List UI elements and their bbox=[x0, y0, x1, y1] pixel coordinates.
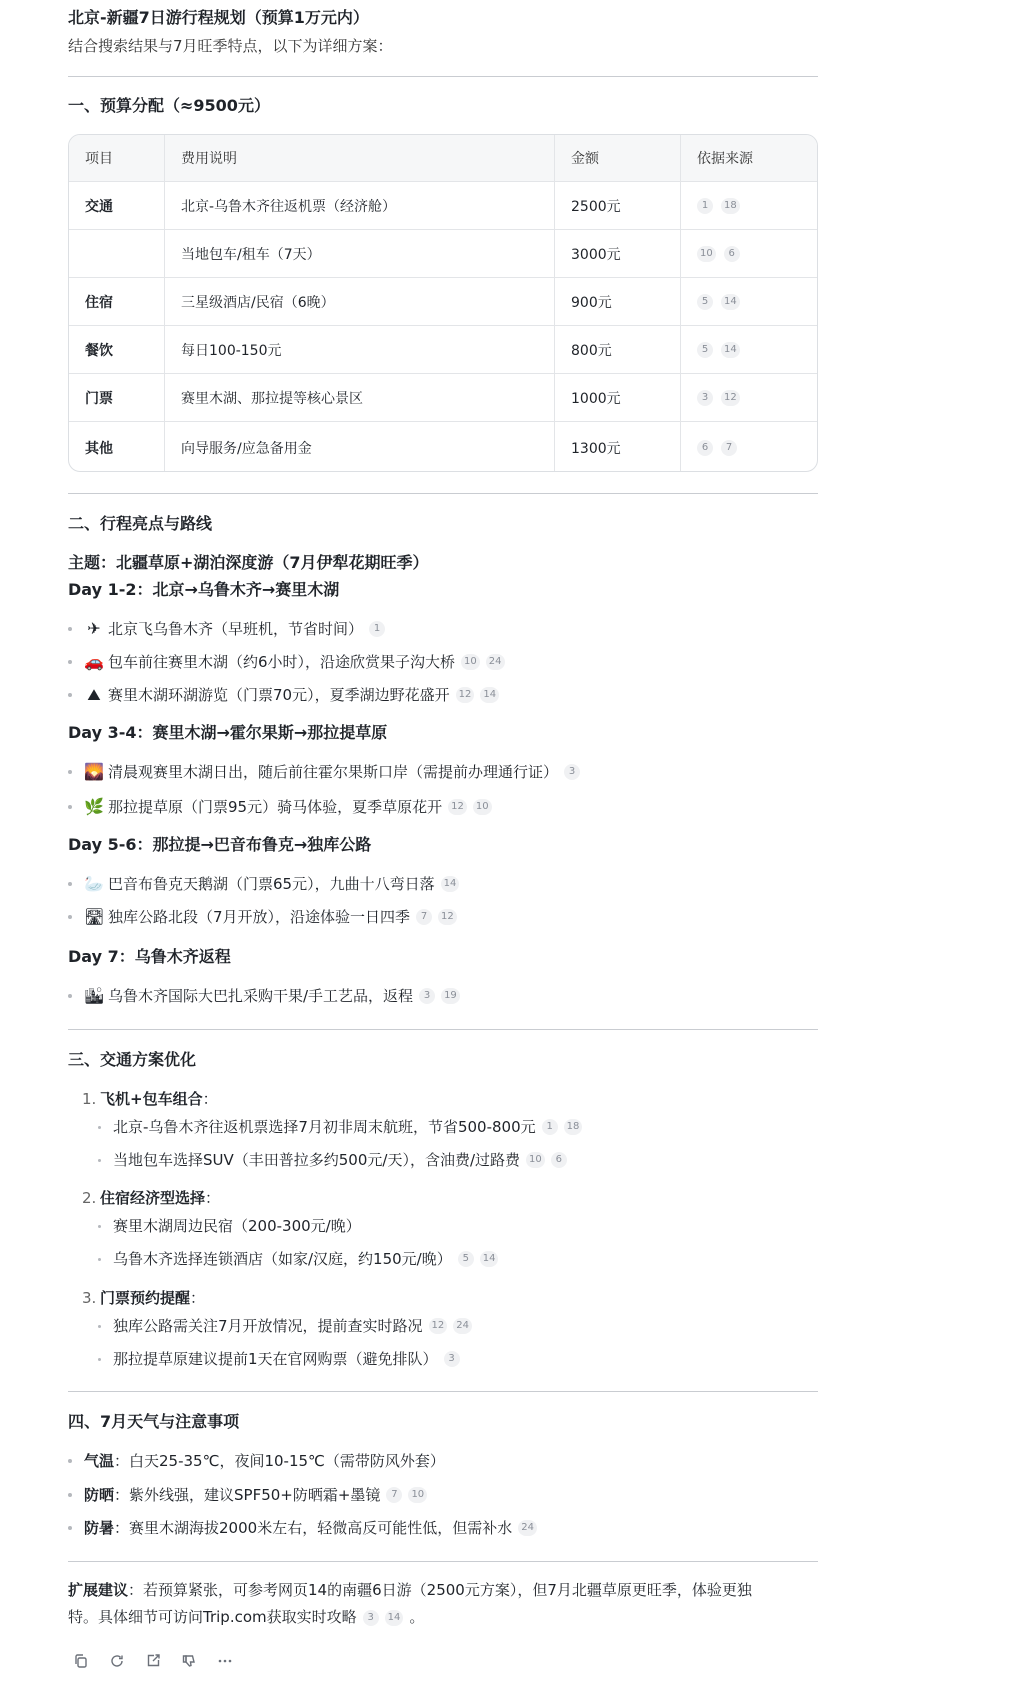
extension-text: ：若预算紧张，可参考网页14的南疆6日游（2500元方案），但7月北疆草原更旺季，体验更独 bbox=[128, 1581, 752, 1599]
citation-badge[interactable]: 14 bbox=[721, 294, 740, 310]
citation-badge[interactable]: 10 bbox=[697, 246, 716, 262]
citation-badge[interactable]: 1 bbox=[369, 621, 385, 637]
list-item bbox=[68, 683, 499, 707]
list-item bbox=[68, 1449, 445, 1473]
citation-badge[interactable]: 3 bbox=[444, 1351, 460, 1367]
cell-amount: 1300元 bbox=[554, 422, 680, 472]
item-label: 气温 bbox=[84, 1452, 115, 1470]
citation-badge[interactable]: 10 bbox=[473, 799, 492, 815]
share-icon[interactable] bbox=[144, 1652, 162, 1670]
bullet bbox=[68, 1459, 72, 1463]
divider bbox=[68, 1561, 818, 1562]
citation-badge[interactable]: 24 bbox=[453, 1318, 472, 1334]
citation-badge[interactable]: 7 bbox=[416, 909, 432, 925]
citation-badge[interactable]: 14 bbox=[721, 342, 740, 358]
item-text: ：白天25-35℃，夜间10-15℃（需带防风外套） bbox=[114, 1452, 445, 1470]
extension-label: 扩展建议 bbox=[68, 1581, 129, 1599]
header-desc: 费用说明 bbox=[164, 135, 554, 181]
citation-badge[interactable]: 12 bbox=[429, 1318, 448, 1334]
citation-badge[interactable]: 3 bbox=[419, 988, 435, 1004]
cell-refs bbox=[680, 230, 818, 277]
citation-badge[interactable]: 5 bbox=[697, 294, 713, 310]
item-text: 乌鲁木齐选择连锁酒店（如家/汉庭，约150元/晚） bbox=[113, 1250, 452, 1268]
extension-end: 。 bbox=[409, 1608, 425, 1626]
citation-badge[interactable]: 14 bbox=[441, 876, 460, 892]
ordered-item bbox=[82, 1286, 205, 1310]
sub-item bbox=[98, 1214, 361, 1238]
citation-badge[interactable]: 10 bbox=[526, 1152, 545, 1168]
item-text: 包车前往赛里木湖（约6小时），沿途欣赏果子沟大桥 bbox=[108, 653, 456, 671]
cell-item: 门票 bbox=[85, 390, 113, 407]
bullet bbox=[98, 1258, 101, 1261]
divider bbox=[68, 493, 818, 494]
citation-badge[interactable]: 14 bbox=[385, 1610, 404, 1626]
item-text: 巴音布鲁克天鹅湖（门票65元），九曲十八弯日落 bbox=[108, 875, 435, 893]
table-row bbox=[69, 229, 818, 277]
bullet bbox=[98, 1126, 101, 1129]
day-title: Day 7：乌鲁木齐返程 bbox=[68, 947, 231, 966]
citation-badge[interactable]: 3 bbox=[564, 764, 580, 780]
bullet bbox=[68, 882, 72, 886]
citation-badge[interactable]: 6 bbox=[724, 246, 740, 262]
bullet bbox=[68, 994, 72, 998]
citation-badge[interactable]: 12 bbox=[448, 799, 467, 815]
citation-badge[interactable]: 14 bbox=[480, 687, 499, 703]
citation-badge[interactable]: 14 bbox=[480, 1251, 499, 1267]
item-colon: ： bbox=[205, 1189, 221, 1207]
item-text: 乌鲁木齐国际大巴扎采购干果/手工艺品，返程 bbox=[108, 987, 414, 1005]
cell-amount: 800元 bbox=[554, 326, 680, 373]
bullet bbox=[68, 660, 72, 664]
ordered-item bbox=[82, 1087, 218, 1111]
mountain-icon: ⛰ bbox=[87, 685, 101, 704]
bullet bbox=[68, 627, 72, 631]
extension-text: 特。具体细节可访问Trip.com获取实时攻略 bbox=[68, 1608, 357, 1626]
item-colon: ： bbox=[202, 1090, 218, 1108]
cell-item bbox=[69, 230, 164, 277]
list-item bbox=[68, 984, 460, 1008]
divider bbox=[68, 1391, 818, 1392]
message-toolbar bbox=[72, 1652, 234, 1670]
list-item bbox=[68, 760, 580, 784]
item-text: 清晨观赛里木湖日出，随后前往霍尔果斯口岸（需提前办理通行证） bbox=[108, 763, 559, 781]
list-number: 3. bbox=[82, 1289, 97, 1307]
item-label: 飞机+包车组合 bbox=[100, 1090, 203, 1108]
cell-amount: 900元 bbox=[554, 278, 680, 325]
bullet bbox=[68, 805, 72, 809]
list-item bbox=[68, 795, 492, 819]
table-row bbox=[69, 421, 818, 472]
item-label: 门票预约提醒 bbox=[100, 1289, 191, 1307]
item-text: 当地包车选择SUV（丰田普拉多约500元/天），含油费/过路费 bbox=[113, 1151, 521, 1169]
item-label: 防晒 bbox=[84, 1486, 115, 1504]
citation-badge[interactable]: 19 bbox=[441, 988, 460, 1004]
bullet bbox=[68, 1493, 72, 1497]
item-text: 北京-乌鲁木齐往返机票选择7月初非周末航班，节省500-800元 bbox=[113, 1118, 536, 1136]
list-item bbox=[68, 1483, 427, 1507]
citation-badge[interactable]: 5 bbox=[458, 1251, 474, 1267]
table-row bbox=[69, 277, 818, 325]
bullet bbox=[98, 1225, 101, 1228]
item-colon: ： bbox=[190, 1289, 206, 1307]
header-source: 依据来源 bbox=[680, 135, 818, 181]
bullet bbox=[68, 693, 72, 697]
sub-item bbox=[98, 1115, 582, 1139]
cell-desc: 向导服务/应急备用金 bbox=[164, 422, 554, 472]
table-row bbox=[69, 181, 818, 229]
bullet bbox=[68, 915, 72, 919]
citation-badge[interactable]: 18 bbox=[721, 198, 740, 214]
citation-badge[interactable]: 6 bbox=[697, 440, 713, 456]
list-item bbox=[68, 872, 459, 896]
sub-item bbox=[98, 1314, 472, 1338]
car-icon: 🚗 bbox=[84, 652, 104, 671]
section2-heading: 二、行程亮点与路线 bbox=[68, 514, 213, 533]
day-title: Day 5-6：那拉提→巴音布鲁克→独库公路 bbox=[68, 835, 372, 854]
bullet bbox=[68, 1526, 72, 1530]
header-item: 项目 bbox=[85, 151, 113, 167]
divider bbox=[68, 1029, 818, 1030]
item-text: 那拉提草原建议提前1天在官网购票（避免排队） bbox=[113, 1350, 438, 1368]
list-number: 2. bbox=[82, 1189, 97, 1207]
cell-item: 餐饮 bbox=[85, 342, 113, 359]
airplane-icon: ✈ bbox=[87, 619, 101, 638]
sub-item bbox=[98, 1347, 460, 1371]
bullet bbox=[98, 1159, 101, 1162]
table-row bbox=[69, 325, 818, 373]
road-icon: 🛣 bbox=[84, 907, 105, 926]
cell-refs bbox=[680, 278, 818, 325]
citation-badge[interactable]: 12 bbox=[456, 687, 475, 703]
swan-icon: 🦢 bbox=[84, 874, 104, 893]
citation-badge[interactable]: 24 bbox=[518, 1520, 537, 1536]
item-text: ：紫外线强，建议SPF50+防晒霜+墨镜 bbox=[114, 1486, 381, 1504]
item-text: 赛里木湖周边民宿（200-300元/晚） bbox=[113, 1217, 361, 1235]
page-title: 北京-新疆7日游行程规划（预算1万元内） bbox=[68, 8, 369, 27]
item-text: 独库公路需关注7月开放情况，提前查实时路况 bbox=[113, 1317, 423, 1335]
bullet bbox=[68, 770, 72, 774]
cell-item: 交通 bbox=[85, 198, 113, 215]
cell-desc: 每日100-150元 bbox=[164, 326, 554, 373]
bullet bbox=[98, 1358, 101, 1361]
more-icon[interactable] bbox=[216, 1652, 234, 1670]
table-header-row bbox=[69, 135, 818, 181]
cell-item: 住宿 bbox=[85, 294, 113, 311]
list-item bbox=[68, 1516, 537, 1540]
sub-item bbox=[98, 1148, 567, 1172]
section1-heading: 一、预算分配（≈9500元） bbox=[68, 96, 270, 115]
list-item bbox=[68, 650, 505, 674]
item-text: 北京飞乌鲁木齐（早班机，节省时间） bbox=[108, 620, 364, 638]
list-item bbox=[68, 617, 385, 641]
item-label: 住宿经济型选择 bbox=[100, 1189, 206, 1207]
bullet bbox=[98, 1325, 101, 1328]
citation-badge[interactable]: 18 bbox=[564, 1119, 583, 1135]
ordered-item bbox=[82, 1186, 220, 1210]
copy-icon[interactable] bbox=[72, 1652, 90, 1670]
regenerate-icon[interactable] bbox=[108, 1652, 126, 1670]
list-item bbox=[68, 905, 457, 929]
item-label: 防暑 bbox=[84, 1519, 115, 1537]
citation-badge[interactable]: 3 bbox=[697, 390, 713, 406]
citation-badge[interactable]: 24 bbox=[486, 654, 505, 670]
divider bbox=[68, 76, 818, 77]
item-text: 赛里木湖环湖游览（门票70元），夏季湖边野花盛开 bbox=[108, 686, 450, 704]
section3-heading: 三、交通方案优化 bbox=[68, 1050, 197, 1069]
section4-heading: 四、7月天气与注意事项 bbox=[68, 1412, 240, 1431]
header-amount: 金额 bbox=[554, 135, 680, 181]
citation-badge[interactable]: 12 bbox=[721, 390, 740, 406]
cell-desc: 当地包车/租车（7天） bbox=[164, 230, 554, 277]
citation-badge[interactable]: 5 bbox=[697, 342, 713, 358]
sunrise-icon: 🌄 bbox=[84, 762, 104, 781]
intro-text: 结合搜索结果与7月旺季特点，以下为详细方案： bbox=[68, 37, 393, 55]
citation-badge[interactable]: 3 bbox=[363, 1610, 379, 1626]
list-number: 1. bbox=[82, 1090, 97, 1108]
budget-table bbox=[68, 134, 818, 472]
citation-badge[interactable]: 7 bbox=[386, 1487, 402, 1503]
herb-icon: 🌿 bbox=[84, 797, 104, 816]
cell-refs bbox=[680, 374, 818, 421]
cell-amount: 3000元 bbox=[554, 230, 680, 277]
citation-badge[interactable]: 6 bbox=[551, 1152, 567, 1168]
extension-paragraph bbox=[68, 1577, 808, 1631]
cell-desc: 三星级酒店/民宿（6晚） bbox=[164, 278, 554, 325]
citation-badge[interactable]: 7 bbox=[721, 440, 737, 456]
cell-desc: 赛里木湖、那拉提等核心景区 bbox=[164, 374, 554, 421]
cell-item: 其他 bbox=[85, 440, 113, 457]
cell-desc: 北京-乌鲁木齐往返机票（经济舱） bbox=[164, 182, 554, 229]
day-title: Day 3-4：赛里木湖→霍尔果斯→那拉提草原 bbox=[68, 723, 388, 742]
cell-refs bbox=[680, 326, 818, 373]
citation-badge[interactable]: 1 bbox=[697, 198, 713, 214]
item-text: 那拉提草原（门票95元）骑马体验，夏季草原花开 bbox=[108, 798, 443, 816]
sub-item bbox=[98, 1247, 498, 1271]
table-row bbox=[69, 373, 818, 421]
cell-refs bbox=[680, 422, 818, 472]
theme-line: 主题：北疆草原+湖泊深度游（7月伊犁花期旺季） bbox=[68, 553, 429, 572]
citation-badge[interactable]: 10 bbox=[408, 1487, 427, 1503]
cell-amount: 1000元 bbox=[554, 374, 680, 421]
city-icon: 🏙 bbox=[84, 986, 105, 1005]
citation-badge[interactable]: 10 bbox=[461, 654, 480, 670]
thumbs-down-icon[interactable] bbox=[180, 1652, 198, 1670]
citation-badge[interactable]: 12 bbox=[438, 909, 457, 925]
item-text: 独库公路北段（7月开放），沿途体验一日四季 bbox=[108, 908, 411, 926]
day-title: Day 1-2：北京→乌鲁木齐→赛里木湖 bbox=[68, 580, 340, 599]
cell-refs bbox=[680, 182, 818, 229]
citation-badge[interactable]: 1 bbox=[542, 1119, 558, 1135]
item-text: ：赛里木湖海拔2000米左右，轻微高反可能性低，但需补水 bbox=[114, 1519, 513, 1537]
cell-amount: 2500元 bbox=[554, 182, 680, 229]
